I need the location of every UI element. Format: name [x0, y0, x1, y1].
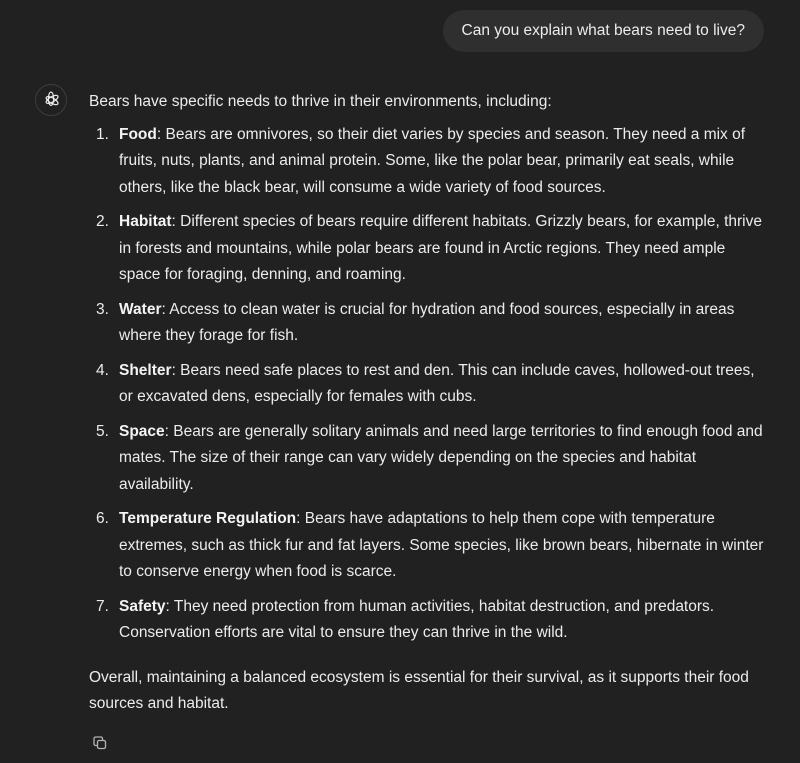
- list-item: [89, 358, 769, 411]
- assistant-avatar: [35, 84, 67, 116]
- list-item-number: 1.: [96, 125, 109, 143]
- list-item-number: 6.: [96, 510, 109, 527]
- list-item-text: : Access to clean water is crucial for hydration and food sources, especially in areas where they forage for fish.: [119, 300, 735, 344]
- list-item-text: : Bears need safe places to rest and den. This can include caves, hollowed-out trees, or excavated dens, especially for females with cubs.: [119, 361, 755, 405]
- openai-logo-icon: [41, 90, 61, 110]
- list-item: [89, 419, 769, 499]
- response-intro: Bears have specific needs to thrive in their environments, including:: [89, 93, 552, 110]
- list-item-title: Safety: [119, 597, 166, 615]
- list-item-title: Water: [119, 300, 162, 318]
- list-item-title: Space: [119, 422, 165, 440]
- list-item-text: : Different species of bears require different habitats. Grizzly bears, for example, thrive in forests and mountains, while polar bears are found in Arctic regions. They need ample space for foraging, denning, and roaming.: [119, 213, 762, 283]
- response-outro: Overall, maintaining a balanced ecosystem is essential for their survival, as it supports their food sources and habitat.: [89, 668, 749, 712]
- list-item-title: Habitat: [119, 213, 172, 230]
- list-item-title: Shelter: [119, 361, 172, 379]
- list-item-text: : They need protection from human activities, habitat destruction, and predators. Conservation efforts are vital to ensure they can thrive in the wild.: [119, 597, 715, 641]
- list-item: [89, 594, 769, 647]
- list-item-title: Food: [119, 125, 157, 143]
- list-item: [89, 209, 769, 289]
- list-item-number: 7.: [96, 597, 109, 615]
- list-item-title: Temperature Regulation: [119, 510, 297, 527]
- assistant-response: [89, 89, 769, 718]
- list-item-number: 2.: [96, 213, 109, 230]
- list-item-text: : Bears are omnivores, so their diet varies by species and season. They need a mix of fruits, nuts, plants, and animal protein. Some, like the polar bear, primarily eat seals, while others, like the black bear, will consume a wide variety of food sources.: [119, 125, 746, 196]
- list-item: [89, 122, 769, 202]
- copy-button[interactable]: [89, 732, 111, 754]
- list-item-text: : Bears are generally solitary animals and need large territories to find enough food and mates. The size of their range can vary widely depending on the species and habitat availability.: [119, 422, 763, 493]
- list-item: [89, 297, 769, 350]
- copy-icon: [92, 735, 108, 751]
- needs-list: [89, 122, 769, 647]
- list-item-text: : Bears have adaptations to help them cope with temperature extremes, such as thick fur and fat layers. Some species, like brown bears, hibernate in winter to conserve energy when food is scarce.: [119, 510, 764, 580]
- user-message-bubble: [443, 10, 765, 52]
- list-item-number: 5.: [96, 422, 109, 440]
- list-item-number: 4.: [96, 361, 109, 379]
- list-item-number: 3.: [96, 300, 109, 318]
- list-item: [89, 506, 769, 586]
- user-message-text: Can you explain what bears need to live?: [461, 22, 745, 39]
